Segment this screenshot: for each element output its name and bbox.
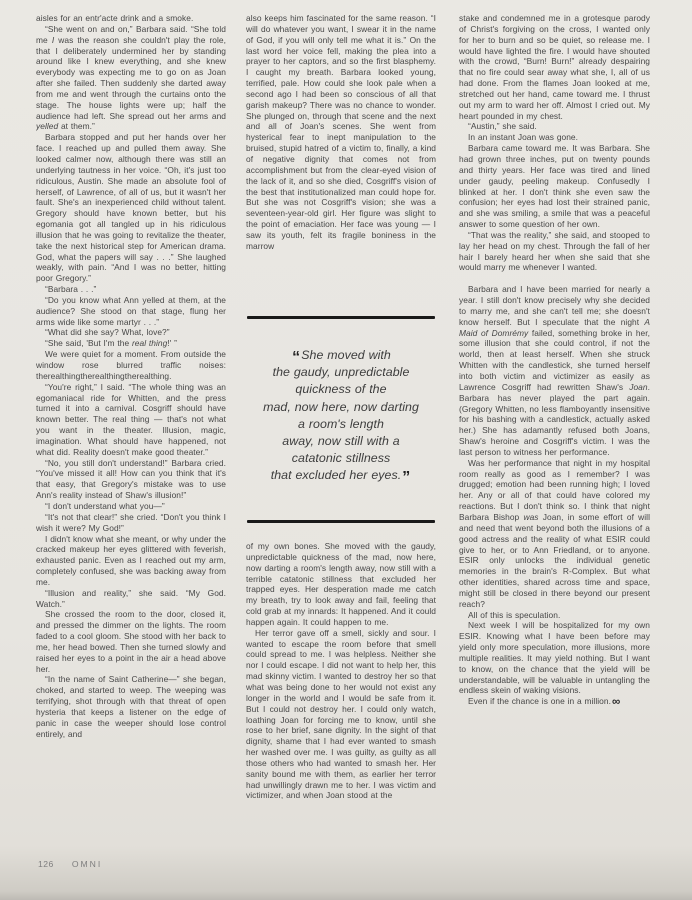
pull-quote-line [246, 347, 436, 364]
column-right [459, 13, 650, 889]
magazine-name: OMNI [71, 859, 103, 869]
pull-quote-line: quickness of the [295, 382, 387, 397]
paragraph: “Austin,” she said. [468, 121, 537, 132]
paragraph: aisles for an entr'acte drink and a smoke. [36, 13, 194, 23]
pull-quote-text: that excluded her eyes. [270, 468, 402, 483]
paragraph: also keeps him fascinated for the same reason. “I will do whatever you want, I swear it in the name of God, if you will only tell me what it is.” On the last word her voice fell, making the plea into a prayer to her captors, and so the first blasphemy. I caught my breath. Barbara looked young, terrified, pale. How could she look pale when a second ago I had been so conscious of all that garish makeup? There was no chance to wonder. She plunged on, through that scene and the next and all of Joan's scenes. She went from hysterical fear to inept manipulation to the bruised, stupid hatred of a victim to, finally, a kind of negative dignity that comes not from accomplishment but from the clear-eyed vision of the lack of it, and so she died, Cosgriff's vision of the best that institutionalized man could hope for. But she was not Cosgriff's vision; she was a seventeen-year-old girl. Her figure was slight to the point of emaciation. Her face was young — I saw its youth, felt its fragile boniness in the marrow [246, 13, 436, 251]
paragraph: stake and condemned me in a grotesque parody of Christ's forgiving on the cross, I wanted only for her to burn and so be quiet, so release me. I would have lighted the fire. I would have shouted with the crowd, “Burn! Burn!” already despairing that no fire could sear away what she, I, all of us had done. From the flames Joan looked at me, stretched out her hand, came toward me. I thrust out my arm to ward her off. Almost I cried out. My heart pounded in my chest. [459, 13, 650, 121]
pull-quote-line: away, now still with a [282, 434, 400, 449]
end-of-article-mark: ∞ [611, 696, 620, 709]
paragraph: All of this is speculation. [468, 609, 561, 620]
page-footer [38, 859, 102, 869]
paragraph: She crossed the room to the door, closed it, and pressed the dimmer on the lights. The room faded to a cool gloom. She stood with her back to me, her head bowed. Then she turned slowly and raised her eyes to a point in the air a head above her. [36, 609, 226, 674]
paragraph: Her terror gave off a smell, sickly and sour. I wanted to escape the room before that smell could spread to me. I was helpless. Neither she nor I could escape. I did not want to help her, this mad skinny victim. I wanted to destroy her so that what was being done to her would not exist any longer in the world and I would be safe from it. But I could not destroy her. I could only watch, loathing Joan for forcing me to know, until she rose to her brief, sane dignity. In the sight of that dignity, shame that I had ever wanted to smash her washed over me. I was guilty, as guilty as all those others who had wanted to smash her. Her sanity bound me with them, as earlier her terror had unwillingly drawn me to her. I was victim and victimizer, and when Joan stood at the [246, 627, 436, 801]
page-number: 126 [38, 859, 54, 869]
paragraph: “In the name of Saint Catherine—” she began, choked, and started to weep. The weeping was terrifying, shot through with that threat of open hysteria that keeps a listener on the edge of panic in case the weeper should lose control entirely, and [36, 674, 226, 739]
paragraph: In an instant Joan was gone. [468, 132, 579, 143]
paragraph: of my own bones. She moved with the gaudy, unpredictable quickness of the mad, now here, now darting a room's length away, now still with a terrible catatonic stillness that excluded her trapped eyes. Her desperation made me catch my breath, try to look away and fail, feeling that cold grab at my innards: It happened. And it could happen again. It could happen to me. [246, 541, 436, 627]
pull-quote-line: the gaudy, unpredictable [272, 365, 410, 380]
open-quote-mark: “ [292, 349, 301, 366]
pull-quote-line: catatonic stillness [291, 451, 391, 466]
pull-quote-line: mad, now here, now darting [263, 399, 419, 414]
paragraph: Was her performance that night in my hospital room really as good as I remember? I was drugged; emotion had been running high; I loved her. Any or all of that could have colored my reactions. But I don't think so. I think that night Barbara Bishop was Joan, in some effort of will and need that went beyond both the illusions of a good actress and the reality of what ESIR could give to her, or to Ann Friedland, or to anyone. ESIR only unlocks the individual genetic memories in the brain's R-Complex. But what other identities, shared across time and space, might still be closed in there beyond our present reach? [459, 457, 650, 609]
paragraph: Barbara came toward me. It was Barbara. She had grown three inches, put on twenty pounds and thirty years. Her face was tired and lined under gaudy, peeling makeup. Confusedly I blinked at her. I don't think she even saw the confusion; her eyes had lost their strained panic, and she was smiling, a smile that was a peaceful answer to some question of her own. [459, 143, 650, 230]
pull-quote-rule-top [247, 316, 435, 319]
pull-quote-line [246, 467, 436, 487]
paragraph: “Illusion and reality,” she said. “My God. Watch.” [36, 587, 226, 609]
paragraph: “She went on and on,” Barbara said. “She told me I was the reason she couldn't play the role, that I deliberately undermined her by standing around like I knew everything, and she knew everybody was expecting me to go on as Joan after she failed. Then suddenly she darted away from me and went through the curtains onto the stage. The house lights were up; half the audience had left. She spread out her arms and yelled at them.” [36, 23, 226, 132]
paragraph: Barbara and I have been married for nearly a year. I still don't know precisely why she decided to marry me, and she can't tell me; she doesn't know herself. But I speculate that the night A Maid of Domrémy failed, something broke in her, some illusion that she could control, if not the world, then at least herself. When she struck Whitten with the candlestick, she turned herself into both victim and victimizer as easily as Lawrence Cosgriff had rewritten Shaw's Joan. Barbara has never played the part again. (Gregory Whitten, no less flamboyantly insensitive for his bashing with a candlestick, actually asked her.) She has adamantly refused both Joans, Shaw's heroine and Cosgriff's victim. I was the last person to witness her performance. [459, 284, 650, 457]
paragraph: Even if the chance is one in a million.∞ [468, 696, 620, 709]
pull-quote-text: She moved with [301, 348, 391, 362]
paragraph: “Do you know what Ann yelled at them, at the audience? She stood on that stage, flung her arms wide like some martyr . . .” [36, 294, 226, 327]
column-middle [246, 13, 436, 889]
paragraph: I didn't know what she meant, or why under the cracked makeup her eyes glittered with feverish, exhausted panic. Even as I reached out my arm, completely confused, she was backing away from me. [36, 533, 226, 587]
paragraph: “What did she say? What, love?” [45, 327, 170, 338]
paragraph: “It's not that clear!” she cried. “Don't you think I wish it were? My God!” [36, 511, 226, 533]
paragraph: “No, you still don't understand!” Barbara cried. “You've missed it all! How can you think that it's that easy, that Gregory's mistake was to use Ann's reality instead of Shaw's illusion!” [36, 457, 226, 501]
paragraph: We were quiet for a moment. From outside the window rose blurred traffic noises: therealthingtherealthingtherealthing. [36, 349, 226, 381]
pull-quote-middle-lines [246, 364, 436, 467]
column-middle-bottom-text [246, 541, 436, 889]
column-left [36, 13, 226, 859]
column-middle-top-text [246, 13, 436, 309]
paragraph: “That was the reality,” she said, and stooped to lay her head on my chest. Through the fall of her hair I barely heard her when she said that she would marry me whenever I wanted. [459, 229, 650, 273]
pull-quote-rule-bottom [247, 520, 435, 523]
pull-quote-line: a room's length [298, 416, 384, 431]
paragraph: Barbara stopped and put her hands over her face. I reached up and pulled them away. She looked calmer now, although there was still an underlying tautness in her voice. “Oh, it's just too ridiculous, Austin. She made an absolute fool of herself, of Lawrence, of all of us, but it wasn't her fault. She's an inexperienced child without talent. Gregory should have known better, but his egomania got all tangled up in his ridiculous illusion that he was going to revitalize the theater, take the next historical step for American drama. God, what the papers will say . . .” She laughed weakly, with pain. “And I was no better, hitting poor Gregory.” [36, 132, 226, 284]
paragraph: “She said, 'But I'm the real thing!' ” [45, 338, 177, 349]
pull-quote [246, 333, 436, 533]
paragraph: “You're right,” I said. “The whole thing was an egomaniacal ride for Whitten, and the press turned it into a carnival. Cosgriff should have known better. The real thing — that's not what you want in the theater. Illusion, magic, imagination. What should have happened, not what did. Reality doesn't make good theater.” [36, 381, 226, 457]
paragraph: Next week I will be hospitalized for my own ESIR. Knowing what I have been before may yield only more speculation, more illusions, more multiple realities. It may yield nothing. But I want to know, on the chance that the yield will be understandable, will be valuable in untangling the endless skein of waking visions. [459, 620, 650, 696]
paragraph: “Barbara . . .” [45, 284, 97, 295]
paragraph: “I don't understand what you—” [45, 500, 165, 511]
close-quote-mark: ” [402, 469, 411, 487]
